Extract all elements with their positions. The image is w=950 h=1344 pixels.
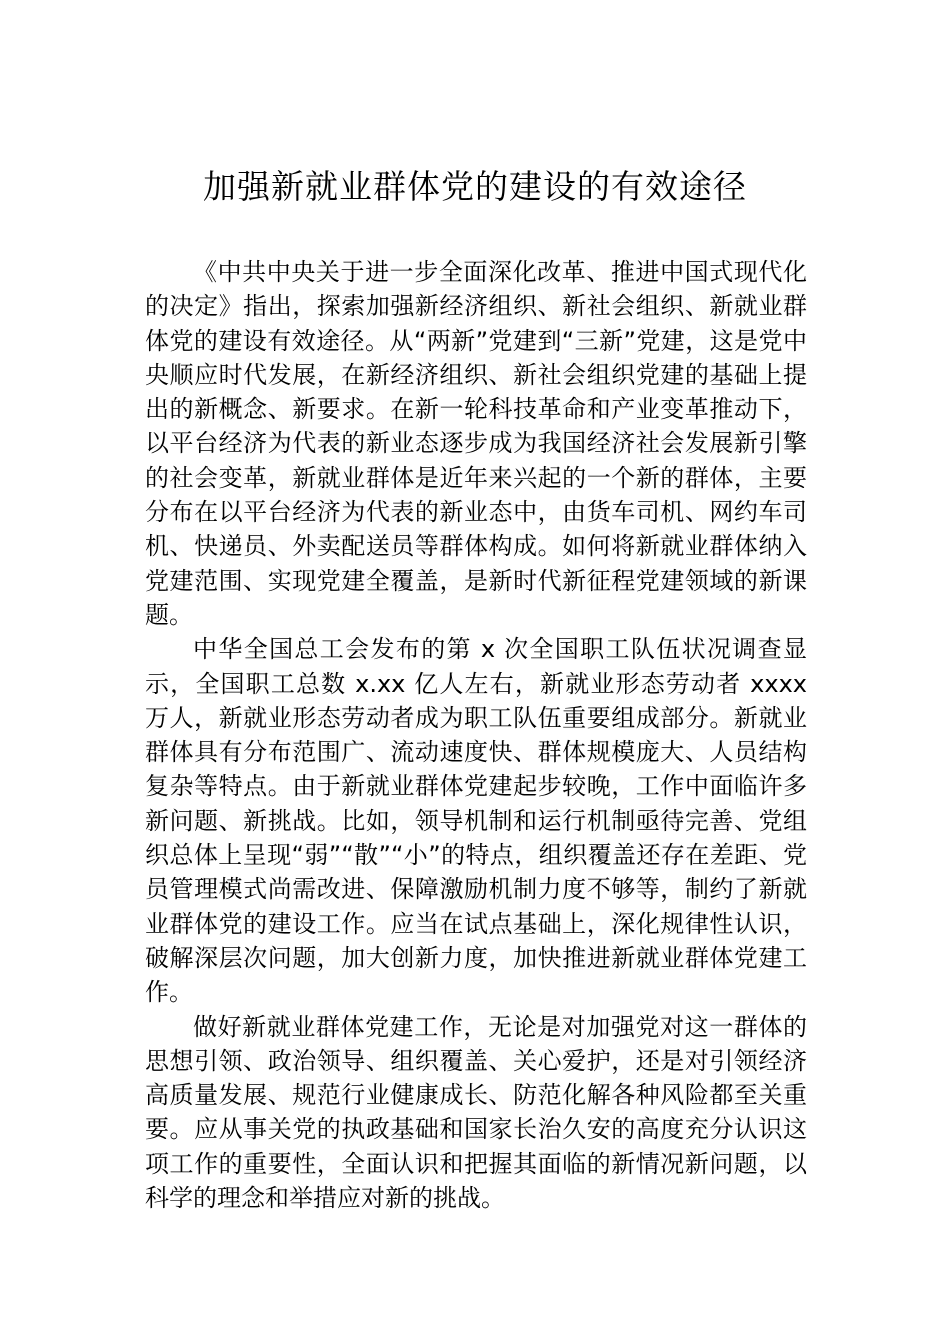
document-body: [145, 255, 807, 1215]
body-paragraph-2: 中华全国总工会发布的第 x 次全国职工队伍状况调查显示，全国职工总数 x.xx 亿人左右，新就业形态劳动者 xxxx 万人，新就业形态劳动者成为职工队伍重要组成部分。新就业群体具有分布范围广、流动速度快、群体规模庞大、人员结构复杂等特点。由于新就业群体党建起步较晚，工作中面临许多新问题、新挑战。比如，领导机制和运行机制亟待完善、党组织总体上呈现“弱”“散”“小”的特点，组织覆盖还存在差距、党员管理模式尚需改进、保障激励机制力度不够等，制约了新就业群体党的建设工作。应当在试点基础上，深化规律性认识，破解深层次问题，加大创新力度，加快推进新就业群体党建工作。: [145, 635, 807, 1007]
body-paragraph-3: 做好新就业群体党建工作，无论是对加强党对这一群体的思想引领、政治领导、组织覆盖、关心爱护，还是对引领经济高质量发展、规范行业健康成长、防范化解各种风险都至关重要。应从事关党的执政基础和国家长治久安的高度充分认识这项工作的重要性，全面认识和把握其面临的新情况新问题，以科学的理念和举措应对新的挑战。: [145, 1012, 807, 1213]
document-title: 加强新就业群体党的建设的有效途径: [203, 167, 747, 206]
body-paragraph-1: 《中共中央关于进一步全面深化改革、推进中国式现代化的决定》指出，探索加强新经济组织、新社会组织、新就业群体党的建设有效途径。从“两新”党建到“三新”党建，这是党中央顺应时代发展，在新经济组织、新社会组织党建的基础上提出的新概念、新要求。在新一轮科技革命和产业变革推动下，以平台经济为代表的新业态逐步成为我国经济社会发展新引擎的社会变革，新就业群体是近年来兴起的一个新的群体，主要分布在以平台经济为代表的新业态中，由货车司机、网约车司机、快递员、外卖配送员等群体构成。如何将新就业群体纳入党建范围、实现党建全覆盖，是新时代新征程党建领域的新课题。: [145, 258, 807, 629]
